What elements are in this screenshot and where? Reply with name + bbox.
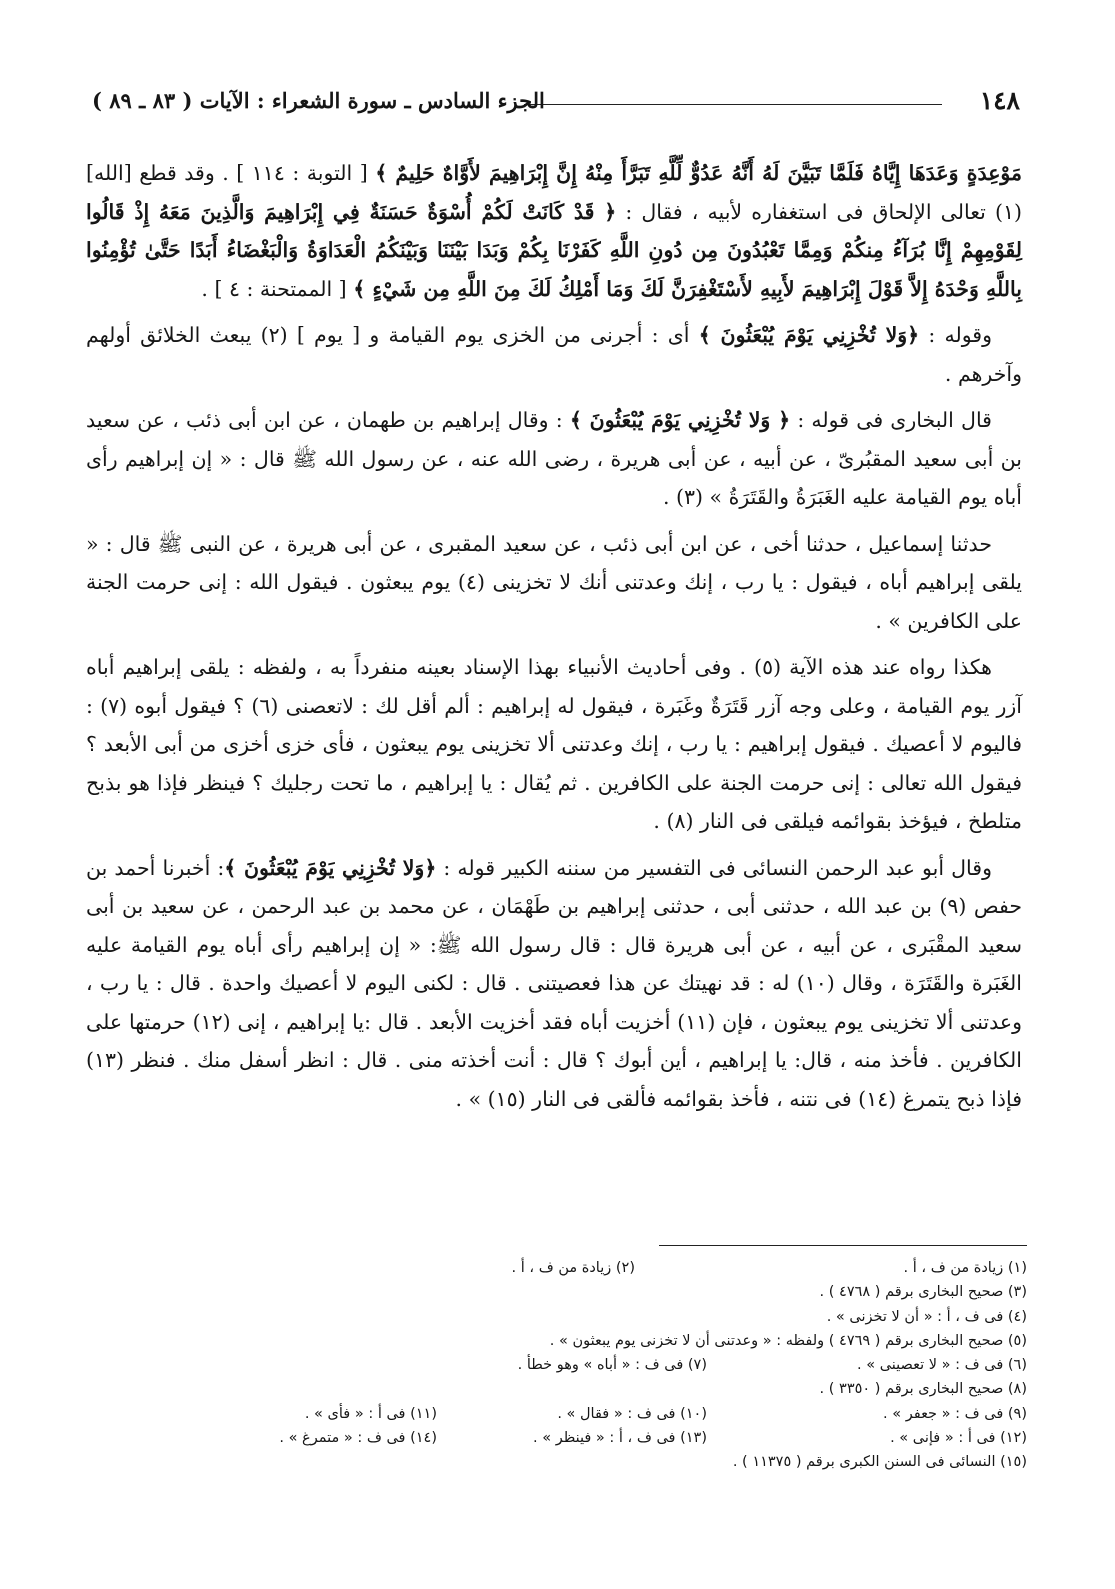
footnote-13: (١٣) فى ف ، أ : « فينظر » . — [533, 1430, 707, 1447]
text-span: وقال أبو عبد الرحمن النسائى فى التفسير من سننه الكبير قوله : — [436, 855, 992, 880]
footnote-5: (٥) صحيح البخارى برقم ( ٤٧٦٩ ) ولفظه : « وعدتنى أن لا تخزنى يوم يبعثون » . — [549, 1332, 1027, 1349]
quran-quote: مَوْعِدَةٍ وَعَدَهَا إِيَّاهُ فَلَمَّا تَبَيَّنَ لَهُ أَنَّهُ عَدُوٌّ لِّلَّهِ تَبَرَّأَ مِنْهُ إِنَّ إِبْرَاهِيمَ لأَوَّاهٌ حَلِيمٌ ﴾ — [375, 161, 1023, 185]
footnote-14: (١٤) فى ف : « متمرغ » . — [279, 1430, 437, 1447]
page-number: ١٤٨ — [979, 86, 1020, 115]
text-span: : وقال إبراهيم بن طهمان ، عن ابن أبى ذئب ، عن سعيد بن أبى سعيد المقبُرىّ ، عن أبيه ، عن أبى هريرة ، رضى الله عنه ، عن رسول الله ﷺ قال : « إن إبراهيم رأى أباه يوم القيامة عليه الغَبَرَةُ والقَتَرَةُ » (٣) . — [86, 408, 1022, 509]
paragraph-3 — [86, 401, 1022, 517]
text-span: أى : أجرنى من الخزى يوم القيامة و [ يوم ] (٢) يبعث الخلائق أولهم وآخرهم . — [86, 323, 1022, 386]
text-span: : أخبرنا أحمد بن حفص (٩) بن عبد الله ، حدثنى أبى ، حدثنى إبراهيم بن طَهْمَان ، عن محمد بن عبد الرحمن ، عن سعيد بن أبى سعيد المقْبَرى ، عن أبيه ، عن أبى هريرة قال : قال رسول الله ﷺ: « إن إبراهيم رأى أباه يوم القيامة عليه الغَبَرة والقَتَرَة ، وقال (١٠) له : قد نهيتك عن هذا فعصيتنى . قال : لكنى اليوم لا أعصيك واحدة . قال : يا رب ، وعدتنى ألا تخزينى يوم يبعثون ، فإن (١١) أخزيت أباه فقد أخزيت الأبعد . قال :يا إبراهيم ، إنى (١٢) حرمتها على الكافرين . فأخذ منه ، قال: يا إبراهيم ، أين أبوك ؟ قال : أنت أخذته منى . قال : انظر أسفل منك . فنظر (١٣) فإذا ذبح يتمرغ (١٤) فى نتنه ، فأخذ بقوائمه فألقى فى النار (١٥) » . — [86, 855, 1023, 1111]
footnote-row — [97, 1280, 1027, 1304]
footnote-row — [97, 1329, 1027, 1353]
footnote-6: (٦) فى ف : « لا تعصينى » . — [857, 1357, 1027, 1374]
quran-quote: ﴿ قَدْ كَانَتْ لَكُمْ أُسْوَةٌ حَسَنَةٌ فِي إِبْرَاهِيمَ وَالَّذِينَ مَعَهُ إِذْ قَالُوا لِقَوْمِهِمْ إِنَّا بُرَآءُ مِنكُمْ وَمِمَّا تَعْبُدُونَ مِن دُونِ اللَّهِ كَفَرْنَا بِكُمْ وَبَدَا بَيْنَنَا وَبَيْنَكُمُ الْعَدَاوَةُ وَالْبَغْضَاءُ أَبَدًا حَتَّىٰ تُؤْمِنُوا بِاللَّهِ وَحْدَهُ إِلاَّ قَوْلَ إِبْرَاهِيمَ لأَبِيهِ لأَسْتَغْفِرَنَّ لَكَ وَمَا أَمْلِكُ لَكَ مِنَ اللَّهِ مِن شَيْءٍ ﴾ — [86, 199, 1022, 301]
text-span: هكذا رواه عند هذه الآية (٥) . وفى أحاديث الأنبياء بهذا الإسناد بعينه منفرداً به ، ولفظه : يلقى إبراهيم أباه آزر يوم القيامة ، وعلى وجه آزر قَتَرَةٌ وغَبَرة ، فيقول له إبراهيم : ألم أقل لك : لاتعصنى (٦) ؟ فيقول أبوه (٧) : فاليوم لا أعصيك . فيقول إبراهيم : يا رب ، إنك وعدتنى ألا تخزينى يوم يبعثون ، فأى خزى أخزى من أبى الأبعد ؟ فيقول الله تعالى : إنى حرمت الجنة على الكافرين . ثم يُقال : يا إبراهيم ، ما تحت رجليك ؟ فينظر فإذا هو بذبح متلطخ ، فيؤخذ بقوائمه فيلقى فى النار (٨) . — [86, 655, 1023, 833]
footnote-15: (١٥) النسائى فى السنن الكبرى برقم ( ١١٣٧٥ ) . — [732, 1454, 1027, 1471]
footnote-10: (١٠) فى ف : « فقال » . — [557, 1405, 707, 1422]
footnote-row — [97, 1256, 1027, 1280]
footnote-row — [97, 1426, 1027, 1450]
footnote-11: (١١) فى أ : « فأى » . — [304, 1405, 437, 1422]
footnote-row — [97, 1353, 1027, 1377]
paragraph-6 — [86, 849, 1022, 1119]
main-text — [86, 154, 1022, 1126]
paragraph-4 — [86, 525, 1022, 641]
running-title: الجزء السادس ـ سورة الشعراء : الآيات ( ٨٣ ـ ٨٩ ) — [92, 88, 545, 113]
footnote-2: (٢) زيادة من ف ، أ . — [511, 1260, 635, 1276]
footnote-12: (١٢) فى أ : « فإنى » . — [890, 1430, 1027, 1447]
paragraph-1 — [86, 154, 1022, 308]
footnote-3: (٣) صحيح البخارى برقم ( ٤٧٦٨ ) . — [819, 1284, 1027, 1301]
footnote-8: (٨) صحيح البخارى برقم ( ٣٣٥٠ ) . — [819, 1381, 1027, 1398]
footnote-7: (٧) فى ف : « أباه » وهو خطأ . — [517, 1357, 707, 1374]
footnote-row — [97, 1450, 1027, 1474]
text-span: قال البخارى فى قوله : — [790, 408, 992, 432]
footnote-rule — [659, 1245, 1027, 1246]
text-span: وقوله : — [919, 323, 992, 347]
footnote-1: (١) زيادة من ف ، أ . — [903, 1260, 1027, 1276]
header-rule — [524, 104, 942, 105]
paragraph-5 — [86, 648, 1022, 841]
quran-quote: ﴿ وَلا تُخْزِنِي يَوْمَ يُبْعَثُونَ ﴾ — [569, 408, 791, 432]
footnote-9: (٩) فى ف : « جعفر » . — [883, 1405, 1027, 1422]
quran-quote: ﴿وَلا تُخْزِنِي يَوْمَ يُبْعَثُونَ ﴾ — [224, 855, 437, 880]
footnote-4: (٤) فى ف ، أ : « أن لا تخزنى » . — [826, 1308, 1027, 1325]
text-span: حدثنا إسماعيل ، حدثنا أخى ، عن ابن أبى ذئب ، عن سعيد المقبرى ، عن أبى هريرة ، عن النبى ﷺ قال : « يلقى إبراهيم أباه ، فيقول : يا رب ، إنك وعدتنى أنك لا تخزينى (٤) يوم يبعثون . فيقول الله : إنى حرمت الجنة على الكافرين » . — [86, 531, 1022, 633]
page-header — [92, 86, 1020, 120]
footnote-row — [97, 1377, 1027, 1401]
quran-quote: ﴿وَلا تُخْزِنِي يَوْمَ يُبْعَثُونَ ﴾ — [698, 323, 920, 347]
footnote-row — [97, 1305, 1027, 1329]
text-span: [ التوبة : ١١٤ ] . وقد قطع [الله] — [86, 161, 376, 185]
text-span: (١) تعالى الإلحاق فى استغفاره لأبيه ، فقال : — [616, 199, 1022, 224]
text-span: [ الممتحنة : ٤ ] . — [201, 276, 354, 301]
footnotes — [97, 1256, 1027, 1475]
paragraph-2 — [86, 316, 1022, 393]
footnote-row — [97, 1402, 1027, 1426]
